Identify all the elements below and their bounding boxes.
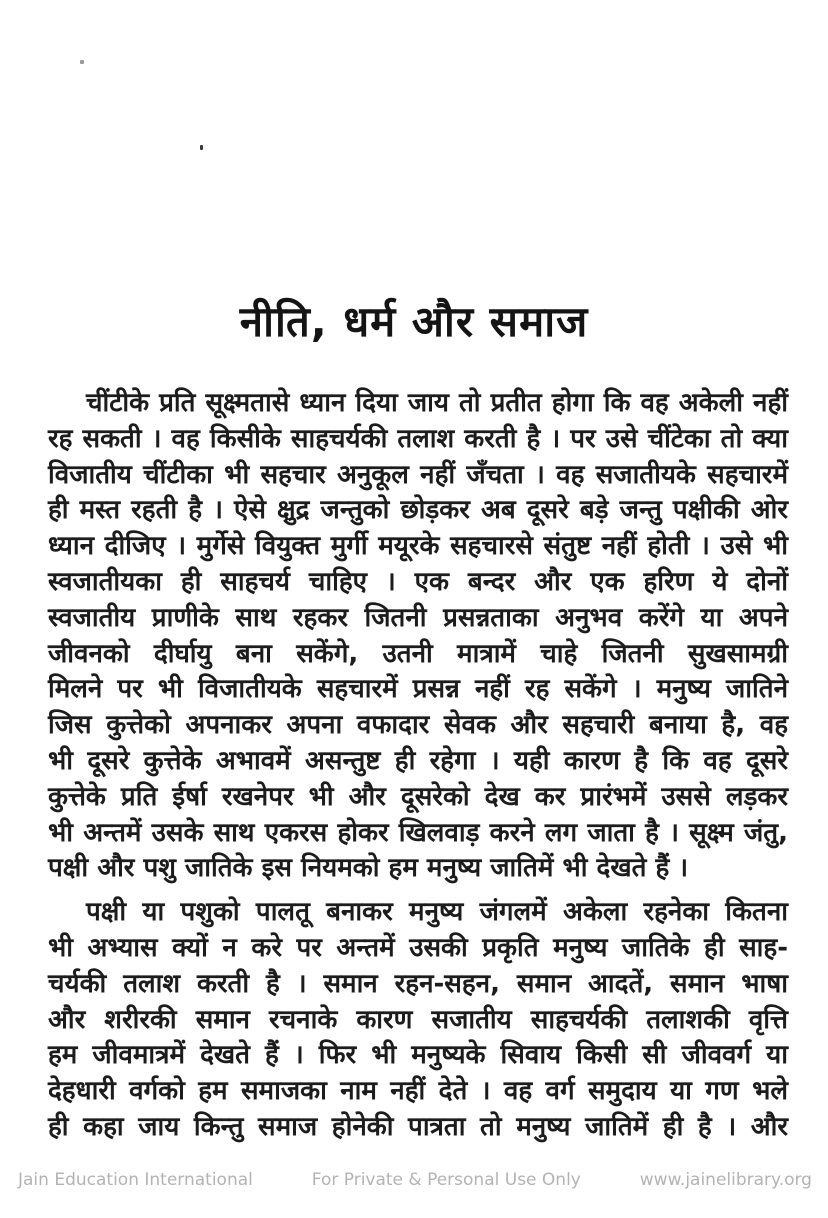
text-line: देहधारी वर्गको हम समाजका नाम नहीं देते । वह वर्ग समुदाय या गण भले — [48, 1076, 788, 1107]
body-text — [48, 386, 788, 1146]
text-line: विजातीय चींटीका भी सहचार अनुकूल नहीं जँचता । वह सजातीयके सहचारमें — [48, 459, 788, 490]
footer-website: www.jainelibrary.org — [639, 1170, 812, 1190]
footer-usage-note: For Private & Personal Use Only — [311, 1170, 581, 1190]
text-line: रह सकती । वह किसीके साहचर्यकी तलाश करती है । पर उसे चींटेका तो क्या — [48, 423, 788, 454]
text-line: स्वजातीय प्राणीके साथ रहकर जितनी प्रसन्नताका अनुभव करेंगे या अपने — [48, 602, 788, 633]
scan-speck — [200, 145, 203, 150]
text-line: पक्षी या पशुको पालतू बनाकर मनुष्य जंगलमें अकेला रहनेका कितना — [86, 897, 788, 928]
text-line: पक्षी और पशु जातिके इस नियमको हम मनुष्य जातिमें भी देखते हैं । — [48, 853, 689, 884]
text-line: स्वजातीयका ही साहचर्य चाहिए । एक बन्दर और एक हरिण ये दोनों — [48, 566, 788, 597]
text-line: चींटीके प्रति सूक्ष्मतासे ध्यान दिया जाय तो प्रतीत होगा कि वह अकेली नहीं — [86, 388, 788, 418]
text-line: और शरीरकी समान रचनाके कारण सजातीय साहचर्यकी तलाशकी वृत्ति — [48, 1004, 788, 1035]
scan-speck — [80, 60, 84, 64]
text-line: मिलने पर भी विजातीयके सहचारमें प्रसन्न नहीं रह सकेंगे । मनुष्य जातिने — [48, 674, 788, 705]
text-line: ही कहा जाय किन्तु समाज होनेकी पात्रता तो मनुष्य जातिमें ही है । और — [48, 1111, 788, 1142]
text-line: जिस कुत्तेको अपनाकर अपना वफादार सेवक और सहचारी बनाया है, वह — [48, 710, 788, 741]
text-line: हम जीवमात्रमें देखते हैं । फिर भी मनुष्यके सिवाय किसी सी जीववर्ग या — [48, 1040, 788, 1071]
text-line: भी अभ्यास क्यों न करे पर अन्तमें उसकी प्रकृति मनुष्य जातिके ही साह- — [48, 932, 788, 963]
text-line: ही मस्त रहती है । ऐसे क्षुद्र जन्तुको छोड़कर अब दूसरे बड़े जन्तु पक्षीकी ओर — [48, 495, 788, 526]
page-footer — [18, 1170, 812, 1190]
text-line: जीवनको दीर्घायु बना सकेंगे, उतनी मात्रामें चाहे जितनी सुखसामग्री — [48, 638, 788, 669]
page-title: नीति, धर्म और समाज — [239, 297, 589, 346]
text-line: भी दूसरे कुत्तेके अभावमें असन्तुष्ट ही रहेगा । यही कारण है कि वह दूसरे — [48, 745, 788, 776]
paragraph-1 — [48, 386, 788, 887]
text-line: कुत्तेके प्रति ईर्षा रखनेपर भी और दूसरेको देख कर प्रारंभमें उससे लड़कर — [48, 781, 788, 812]
text-line: ध्यान दीजिए । मुर्गेसे वियुक्त मुर्गी मयूरके सहचारसे संतुष्ट नहीं होती । उसे भी — [48, 531, 788, 562]
paragraph-2 — [48, 895, 788, 1146]
text-line: चर्यकी तलाश करती है । समान रहन-सहन, समान आदतें, समान भाषा — [48, 968, 788, 999]
text-line: भी अन्तमें उसके साथ एकरस होकर खिलवाड़ करने लग जाता है । सूक्ष्म जंतु, — [48, 817, 788, 848]
footer-publisher: Jain Education International — [18, 1170, 253, 1190]
